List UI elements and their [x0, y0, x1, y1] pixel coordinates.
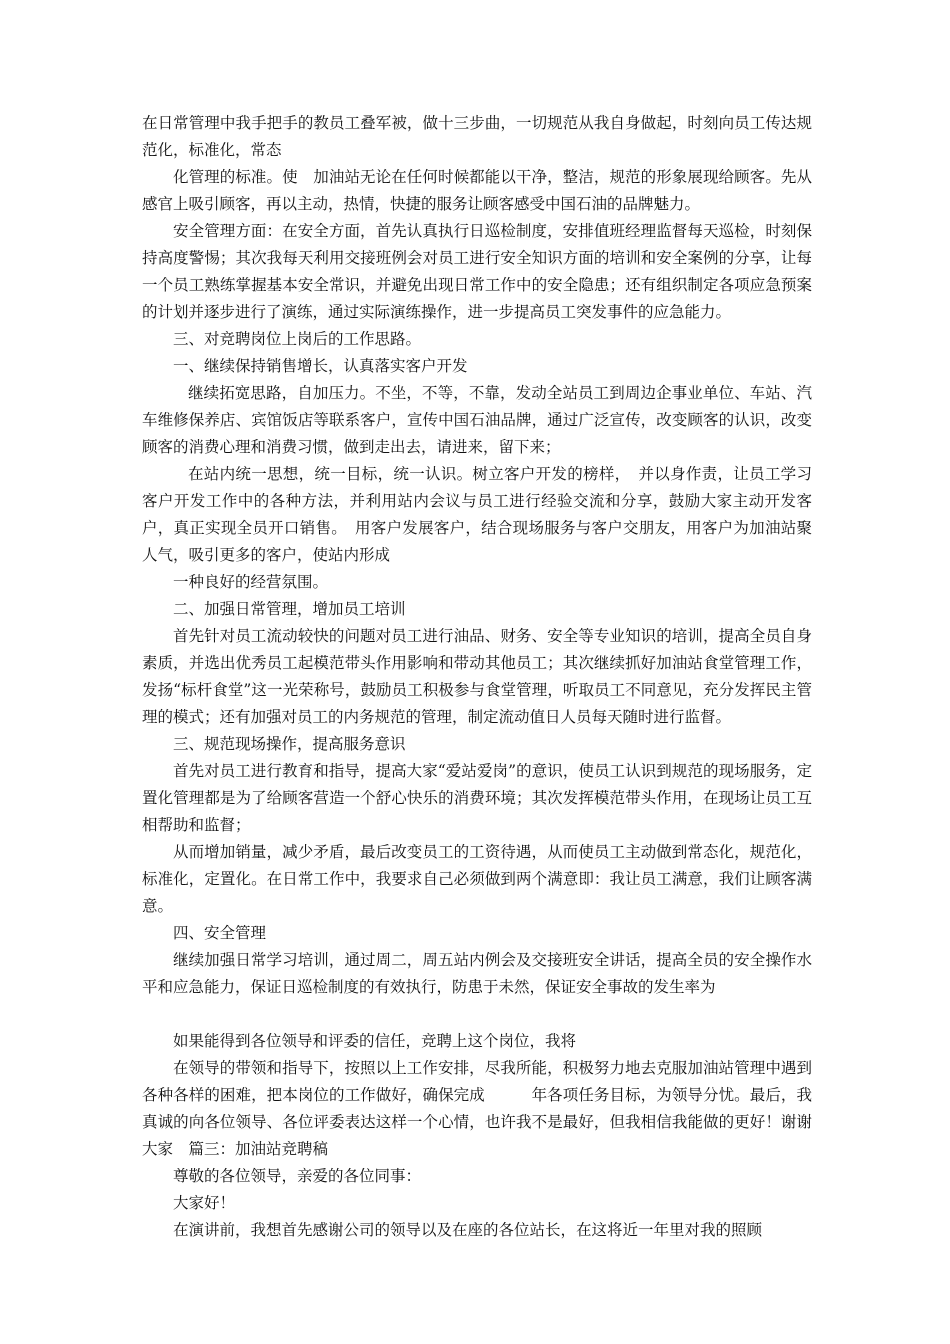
- heading-sales-growth: 一、继续保持销售增长，认真落实客户开发: [173, 357, 468, 375]
- paragraph-1: 在日常管理中我手把手的教员工叠军被，做十三步曲，一切规范从我自身做起，时刻向员工传达规范化，标准化，常态: [142, 114, 812, 159]
- document-page: [142, 110, 812, 1244]
- paragraph-education: 首先对员工进行教育和指导，提高大家“爱站爱岗”的意识，使员工认识到规范的现场服务，定置化管理都是为了给顾客营造一个舒心快乐的消费环境；其次发挥模范带头作用，在现场让员工互相帮助和监督；: [142, 762, 812, 834]
- paragraph-safety: 安全管理方面：在安全方面，首先认真执行日巡检制度，安排值班经理监督每天巡检，时刻保持高度警惕；其次我每天利用交接班例会对员工进行安全知识方面的培训和安全案例的分享，让每一个员工熟练掌握基本安全常识，并避免出现日常工作中的安全隐患；还有组织制定各项应急预案的计划并逐步进行了演练，通过实际演练操作，进一步提高员工突发事件的应急能力。: [142, 222, 812, 321]
- paragraph-thanks: 在演讲前，我想首先感谢公司的领导以及在座的各位站长，在这将近一年里对我的照顾: [173, 1221, 763, 1239]
- paragraph-trust: 如果能得到各位领导和评委的信任，竞聘上这个岗位，我将: [173, 1032, 577, 1050]
- heading-daily-management: 二、加强日常管理，增加员工培训: [173, 600, 406, 618]
- heading-work-ideas: 三、对竞聘岗位上岗后的工作思路。: [173, 330, 422, 348]
- blank-gap: [142, 1001, 812, 1028]
- greeting: 大家好！: [173, 1194, 236, 1212]
- heading-site-operation: 三、规范现场操作，提高服务意识: [173, 735, 406, 753]
- paragraph-sales-2: 在站内统一思想，统一目标，统一认识。树立客户开发的榜样， 并以身作责，让员工学习客户开发工作中的各种方法，并利用站内会议与员工进行经验交流和分享，鼓励大家主动开发客户，真正实现全员开口销售。 用客户发展客户，结合现场服务与客户交朋友，用客户为加油站聚人气，吸引更多的客户，使站内形成: [142, 465, 812, 564]
- salutation: 尊敬的各位领导，亲爱的各位同事：: [173, 1167, 422, 1185]
- paragraph-training: 首先针对员工流动较快的问题对员工进行油品、财务、安全等专业知识的培训，提高全员自身素质，并选出优秀员工起模范带头作用影响和带动其他员工；其次继续抓好加油站食堂管理工作，发扬“标杆食堂”这一光荣称号，鼓励员工积极参与食堂管理，听取员工不同意见，充分发挥民主管理的模式；还有加强对员工的内务规范的管理，制定流动值日人员每天随时进行监督。: [142, 627, 812, 726]
- paragraph-sales-1: 继续拓宽思路，自加压力。不坐，不等，不靠，发动全站员工到周边企事业单位、车站、汽车维修保养店、宾馆饭店等联系客户，宣传中国石油品牌，通过广泛宣传，改变顾客的认识，改变顾客的消费心理和消费习惯，做到走出去，请进来，留下来；: [142, 384, 812, 456]
- paragraph-atmosphere: 一种良好的经营氛围。: [173, 573, 329, 591]
- paragraph-safety-training: 继续加强日常学习培训，通过周二，周五站内例会及交接班安全讲话，提高全员的安全操作水平和应急能力，保证日巡检制度的有效执行，防患于未然，保证安全事故的发生率为: [142, 951, 812, 996]
- paragraph-2: 化管理的标准。使 加油站无论在任何时候都能以干净，整洁，规范的形象展现给顾客。先从感官上吸引顾客，再以主动，热情，快捷的服务让顾客感受中国石油的品牌魅力。: [142, 168, 812, 213]
- paragraph-sales-increase: 从而增加销量，减少矛盾，最后改变员工的工资待遇，从而使员工主动做到常态化，规范化，标准化，定置化。在日常工作中，我要求自己必须做到两个满意即：我让员工满意，我们让顾客满意。: [142, 843, 812, 915]
- heading-safety-management: 四、安全管理: [173, 924, 267, 942]
- paragraph-leadership: 在领导的带领和指导下，按照以上工作安排，尽我所能，积极努力地去克服加油站管理中遇到各种各样的困难，把本岗位的工作做好，确保完成 年各项任务目标，为领导分忧。最后，我真诚的向各位领导、各位评委表达这样一个心情，也许我不是最好，但我相信我能做的更好！谢谢大家 篇三：加油站竞聘稿: [142, 1059, 812, 1158]
